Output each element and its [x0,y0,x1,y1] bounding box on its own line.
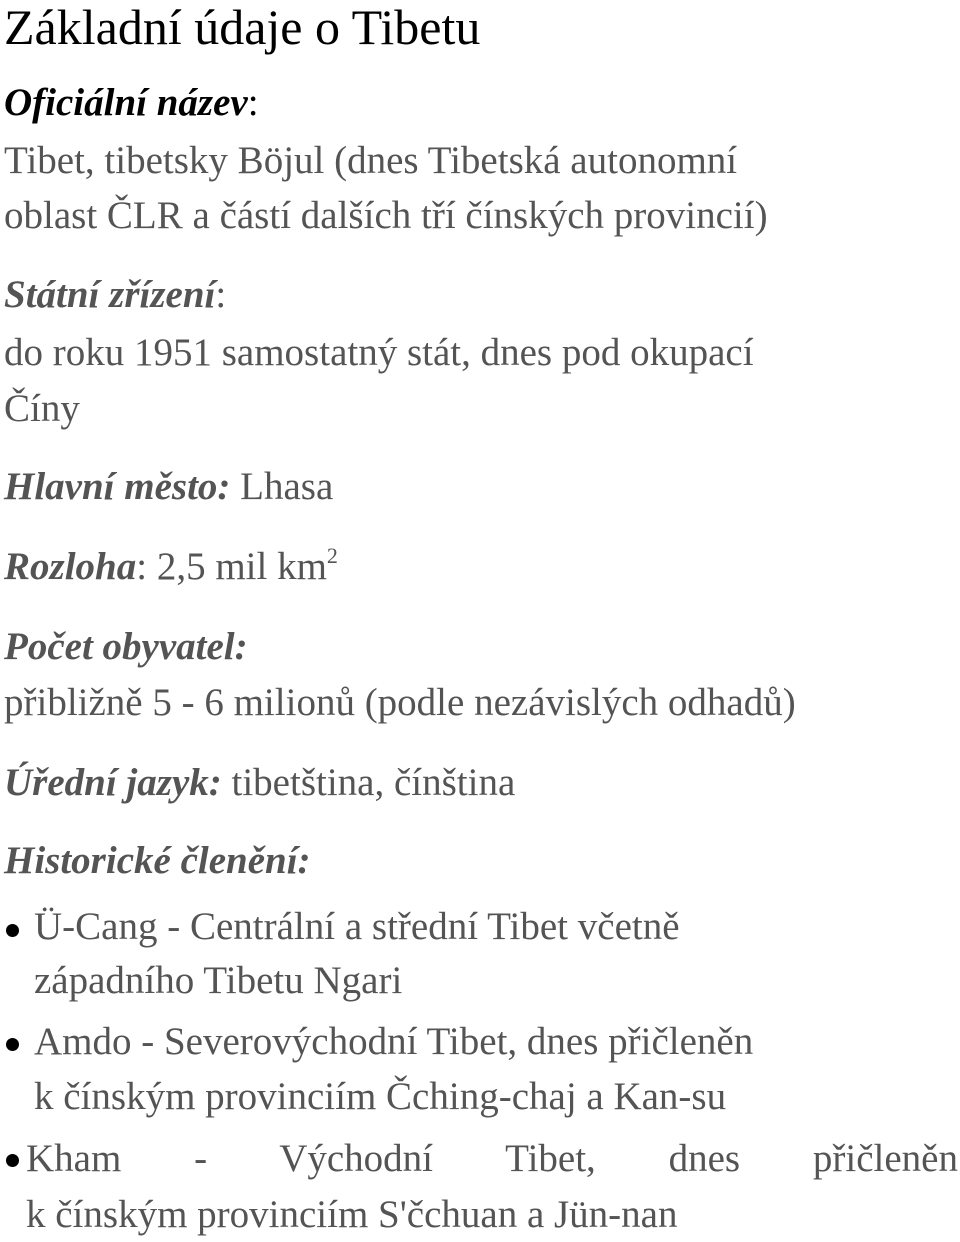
government-heading [4,272,226,318]
historical-item-1-line2: západního Tibetu Ngari [34,959,403,1002]
historical-item-3-line1: Kham - Východní Tibet, dnes přičleněn [26,1137,958,1180]
historical-item-2-line2: k čínským provinciím Čching-chaj a Kan-su [34,1075,727,1118]
language-value: tibetština, čínština [221,761,516,804]
official-name-heading [4,80,259,126]
historical-label: Historické členění: [4,839,311,882]
official-name-value-line1: Tibet, tibetsky Böjul (dnes Tibetská autonomní [4,139,738,182]
official-name-label: Oficiální název [4,81,248,124]
capital-label: Hlavní město: [4,465,231,508]
language-row [4,760,515,806]
area-superscript: 2 [326,543,338,568]
official-name-colon: : [247,81,259,124]
bullet-icon [6,1038,19,1051]
language-label: Úřední jazyk: [4,761,222,804]
area-label: Rozloha [4,545,137,588]
area-colon: : [136,545,148,588]
population-label: Počet obyvatel: [4,625,248,668]
government-colon: : [215,273,227,316]
historical-item-1-line1: Ü-Cang - Centrální a střední Tibet včetně [34,905,680,948]
page-title: Základní údaje o Tibetu [4,0,481,55]
government-value-line1: do roku 1951 samostatný stát, dnes pod okupací [4,331,754,374]
area-value: 2,5 mil km [147,545,327,588]
population-heading [4,624,248,670]
bullet-icon [6,924,19,937]
capital-value: Lhasa [230,465,334,508]
area-row [4,544,338,590]
bullet-icon [6,1154,19,1167]
historical-heading [4,838,311,884]
capital-row [4,464,333,510]
population-value: přibližně 5 - 6 milionů (podle nezávislých odhadů) [4,681,796,724]
government-label: Státní zřízení [4,273,216,316]
historical-item-3-line2: k čínským provinciím S'čchuan a Jün-nan [26,1193,678,1236]
government-value-line2: Číny [4,387,80,430]
official-name-value-line2: oblast ČLR a částí dalších tří čínských provincií) [4,194,768,237]
historical-item-2-line1: Amdo - Severovýchodní Tibet, dnes přičleněn [34,1020,754,1063]
